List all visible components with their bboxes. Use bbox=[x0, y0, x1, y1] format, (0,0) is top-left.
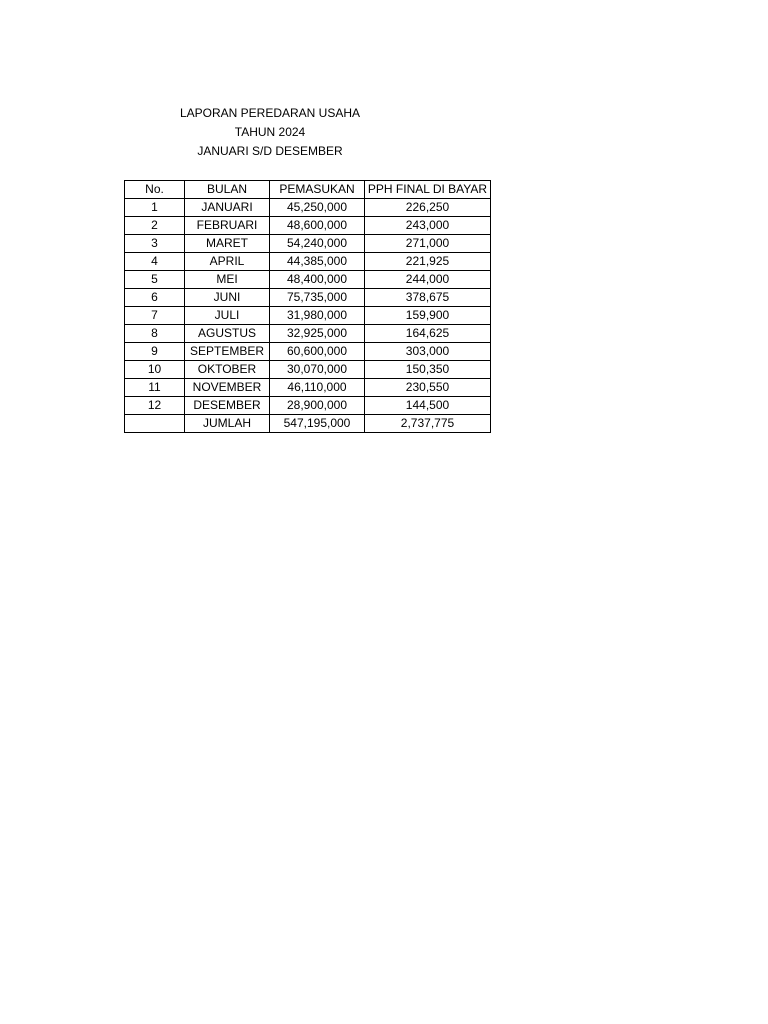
total-pph: 2,737,775 bbox=[365, 415, 491, 433]
table-row bbox=[125, 379, 491, 397]
cell-pemasukan: 30,070,000 bbox=[270, 361, 365, 379]
total-cell-no bbox=[125, 415, 185, 433]
table-row bbox=[125, 253, 491, 271]
table-row bbox=[125, 217, 491, 235]
cell-bulan: NOVEMBER bbox=[185, 379, 270, 397]
column-header-pemasukan: PEMASUKAN bbox=[270, 181, 365, 199]
cell-no: 9 bbox=[125, 343, 185, 361]
cell-bulan: DESEMBER bbox=[185, 397, 270, 415]
table-header-row bbox=[125, 181, 491, 199]
table-row bbox=[125, 199, 491, 217]
report-period: JANUARI S/D DESEMBER bbox=[197, 144, 343, 158]
report-title: LAPORAN PEREDARAN USAHA bbox=[179, 106, 361, 120]
cell-pemasukan: 31,980,000 bbox=[270, 307, 365, 325]
revenue-table bbox=[124, 180, 491, 433]
cell-no: 1 bbox=[125, 199, 185, 217]
cell-bulan: JUNI bbox=[185, 289, 270, 307]
cell-pph: 144,500 bbox=[365, 397, 491, 415]
table-row bbox=[125, 325, 491, 343]
column-header-no: No. bbox=[125, 181, 185, 199]
cell-bulan: SEPTEMBER bbox=[185, 343, 270, 361]
cell-pph: 221,925 bbox=[365, 253, 491, 271]
cell-pemasukan: 60,600,000 bbox=[270, 343, 365, 361]
cell-pph: 271,000 bbox=[365, 235, 491, 253]
cell-pph: 378,675 bbox=[365, 289, 491, 307]
table-body bbox=[125, 199, 491, 433]
table-row bbox=[125, 361, 491, 379]
total-label: JUMLAH bbox=[185, 415, 270, 433]
cell-pemasukan: 32,925,000 bbox=[270, 325, 365, 343]
cell-bulan: MEI bbox=[185, 271, 270, 289]
table-row bbox=[125, 271, 491, 289]
total-row bbox=[125, 415, 491, 433]
cell-no: 4 bbox=[125, 253, 185, 271]
table-row bbox=[125, 397, 491, 415]
table-row bbox=[125, 343, 491, 361]
table-row bbox=[125, 235, 491, 253]
total-pemasukan: 547,195,000 bbox=[270, 415, 365, 433]
cell-pph: 303,000 bbox=[365, 343, 491, 361]
report-title-block bbox=[120, 104, 420, 161]
report-year: TAHUN 2024 bbox=[234, 125, 306, 139]
cell-bulan: AGUSTUS bbox=[185, 325, 270, 343]
cell-no: 10 bbox=[125, 361, 185, 379]
cell-pph: 226,250 bbox=[365, 199, 491, 217]
cell-pph: 150,350 bbox=[365, 361, 491, 379]
column-header-bulan: BULAN bbox=[185, 181, 270, 199]
cell-pemasukan: 54,240,000 bbox=[270, 235, 365, 253]
cell-bulan: MARET bbox=[185, 235, 270, 253]
cell-pph: 243,000 bbox=[365, 217, 491, 235]
cell-no: 5 bbox=[125, 271, 185, 289]
table-row bbox=[125, 289, 491, 307]
cell-no: 6 bbox=[125, 289, 185, 307]
cell-pemasukan: 75,735,000 bbox=[270, 289, 365, 307]
cell-pemasukan: 44,385,000 bbox=[270, 253, 365, 271]
cell-bulan: APRIL bbox=[185, 253, 270, 271]
cell-no: 3 bbox=[125, 235, 185, 253]
cell-pemasukan: 46,110,000 bbox=[270, 379, 365, 397]
cell-bulan: JANUARI bbox=[185, 199, 270, 217]
cell-no: 12 bbox=[125, 397, 185, 415]
table-row bbox=[125, 307, 491, 325]
cell-pph: 244,000 bbox=[365, 271, 491, 289]
cell-pemasukan: 48,400,000 bbox=[270, 271, 365, 289]
cell-no: 11 bbox=[125, 379, 185, 397]
cell-pemasukan: 45,250,000 bbox=[270, 199, 365, 217]
cell-bulan: FEBRUARI bbox=[185, 217, 270, 235]
cell-pph: 159,900 bbox=[365, 307, 491, 325]
column-header-pph: PPH FINAL DI BAYAR bbox=[365, 181, 491, 199]
cell-pemasukan: 48,600,000 bbox=[270, 217, 365, 235]
cell-no: 8 bbox=[125, 325, 185, 343]
cell-pph: 164,625 bbox=[365, 325, 491, 343]
cell-no: 7 bbox=[125, 307, 185, 325]
cell-bulan: JULI bbox=[185, 307, 270, 325]
cell-no: 2 bbox=[125, 217, 185, 235]
cell-pph: 230,550 bbox=[365, 379, 491, 397]
cell-pemasukan: 28,900,000 bbox=[270, 397, 365, 415]
cell-bulan: OKTOBER bbox=[185, 361, 270, 379]
